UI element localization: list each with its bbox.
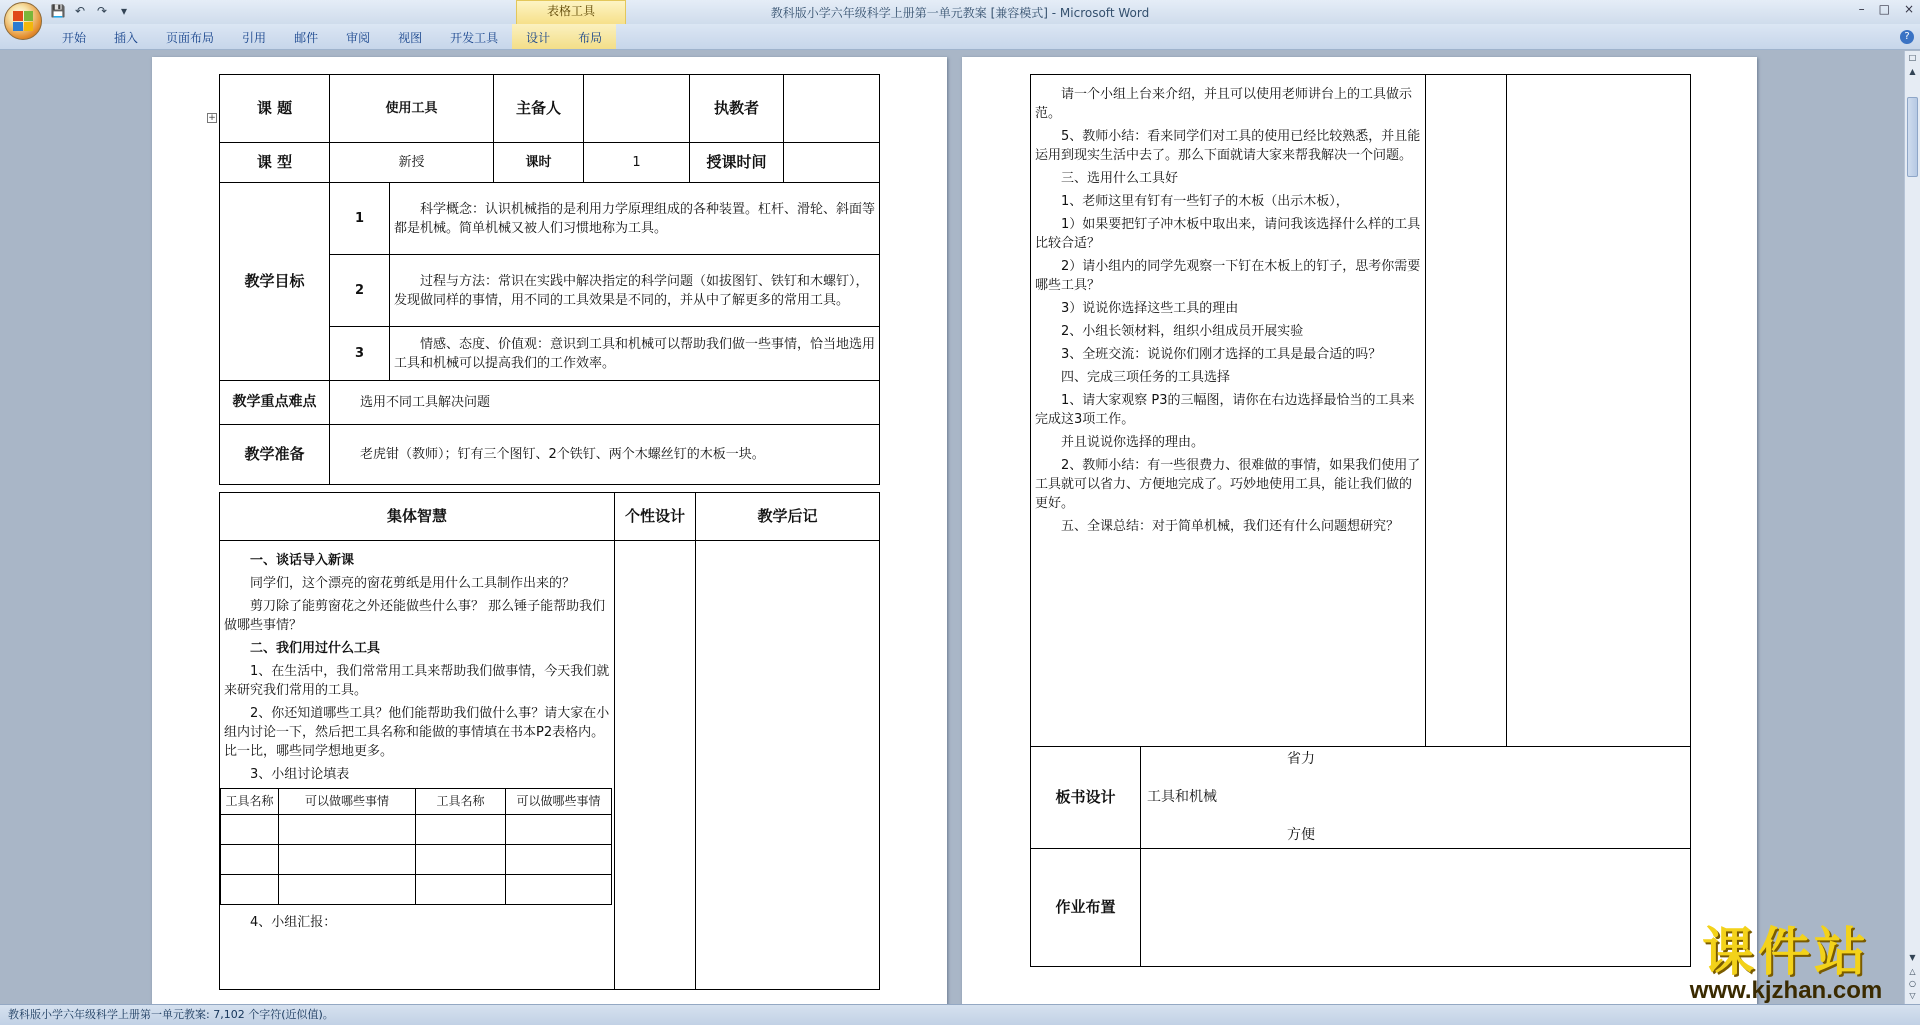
table-tools-context-tab: 表格工具: [516, 0, 626, 24]
board-content[interactable]: [1141, 747, 1691, 849]
tab-developer[interactable]: 开发工具: [450, 31, 499, 45]
teaching-process-table-continued: [1030, 74, 1691, 747]
redo-icon[interactable]: ↷: [96, 4, 108, 18]
watermark-logo: [1670, 922, 1902, 1004]
inner-header: 工具名称: [221, 789, 279, 815]
board-middle: 工具和机械: [1147, 789, 1217, 805]
body-paragraph: 3、小组讨论填表: [250, 767, 350, 782]
body-paragraph: 并且说说你选择的理由。: [1061, 435, 1205, 450]
goal-number: 3: [330, 327, 390, 381]
office-button[interactable]: [4, 2, 42, 40]
document-page-1: [152, 57, 947, 1004]
status-bar: [0, 1004, 1920, 1025]
undo-icon[interactable]: ↶: [74, 4, 86, 18]
collective-content-continued[interactable]: [1031, 75, 1426, 747]
tab-design[interactable]: 设计: [512, 24, 564, 49]
inner-cell[interactable]: [221, 875, 279, 905]
goal-text[interactable]: [390, 183, 880, 255]
inner-cell[interactable]: [221, 845, 279, 875]
inner-cell[interactable]: [279, 845, 416, 875]
board-bottom: 方便: [1287, 827, 1315, 843]
body-paragraph: 1、老师这里有钉有一些钉子的木板（出示木板），: [1061, 194, 1349, 209]
body-paragraph: 剪刀除了能剪窗花之外还能做些什么事？ 那么锤子能帮助我们做哪些事情？: [224, 599, 606, 633]
window-controls: [1859, 2, 1914, 16]
time-label: 授课时间: [690, 143, 784, 183]
inner-cell[interactable]: [279, 815, 416, 845]
topic-value[interactable]: 使用工具: [330, 75, 494, 143]
body-paragraph: 1）如果要把钉子冲木板中取出来，请问我该选择什么样的工具比较合适？: [1035, 217, 1421, 251]
scroll-up-icon[interactable]: ▲: [1909, 67, 1916, 76]
board-top: 省力: [1287, 751, 1315, 767]
goal-text[interactable]: [390, 327, 880, 381]
body-paragraph: 3）说说你选择这些工具的理由: [1061, 301, 1239, 316]
save-icon[interactable]: 💾: [50, 4, 66, 18]
body-paragraph: 五、全课总结：对于简单机械，我们还有什么问题想研究？: [1061, 519, 1400, 534]
board-homework-table: [1030, 746, 1691, 967]
tab-view[interactable]: 视图: [398, 31, 423, 45]
body-paragraph: 1、请大家观察 P3的三幅图，请你在右边选择最恰当的工具来完成这3项工作。: [1035, 393, 1415, 427]
personal-header: 个性设计: [615, 493, 696, 541]
previous-page-icon[interactable]: △: [1909, 967, 1916, 976]
homework-value[interactable]: [1141, 849, 1691, 967]
postscript-content[interactable]: [696, 541, 880, 990]
personal-content[interactable]: [615, 541, 696, 990]
body-paragraph: 5、教师小结：看来同学们对工具的使用已经比较熟悉，并且能运用到现实生活中去了。那么下面就请大家来帮我解决一个问题。: [1035, 129, 1421, 163]
inner-cell[interactable]: [506, 845, 612, 875]
document-page-2: [962, 57, 1757, 1004]
prep-text: 老虎钳（教师）；钉有三个图钉、2个铁钉、两个木螺丝钉的木板一块。: [360, 447, 765, 462]
lead-value[interactable]: [584, 75, 690, 143]
inner-cell[interactable]: [506, 875, 612, 905]
body-paragraph: 请一个小组上台来介绍，并且可以使用老师讲台上的工具做示范。: [1035, 87, 1413, 121]
select-browse-object-icon[interactable]: ○: [1909, 979, 1916, 988]
goal-text-3: 情感、态度、价值观：意识到工具和机械可以帮助我们做一些事情，恰当地选用工具和机械可以提高我们的工作效率。: [394, 336, 876, 371]
body-paragraph: 4、小组汇报：: [250, 915, 337, 930]
collective-header: 集体智慧: [220, 493, 615, 541]
goal-text-2: 过程与方法：常识在实践中解决指定的科学问题（如拔图钉、铁钉和木螺钉），发现做同样的事情，用不同的工具效果是不同的，并从中了解更多的常用工具。: [394, 273, 869, 308]
key-points-text: 选用不同工具解决问题: [360, 395, 491, 410]
goal-number: 1: [330, 183, 390, 255]
key-points-label: 教学重点难点: [220, 381, 330, 425]
tab-references[interactable]: 引用: [242, 31, 267, 45]
postscript-content-continued[interactable]: [1507, 75, 1691, 747]
body-paragraph: 同学们，这个漂亮的窗花剪纸是用什么工具制作出来的？: [250, 576, 576, 591]
body-paragraph: 2）请小组内的同学先观察一下钉在木板上的钉子，思考你需要哪些工具？: [1035, 259, 1421, 293]
body-paragraph: 二、我们用过什么工具: [250, 641, 381, 656]
next-page-icon[interactable]: ▽: [1909, 991, 1916, 1000]
lead-label: 主备人: [494, 75, 584, 143]
watermark-url: www.kjzhan.com: [1689, 977, 1883, 1004]
inner-header: 可以做哪些事情: [279, 789, 416, 815]
close-button[interactable]: ×: [1903, 2, 1914, 16]
body-paragraph: 三、选用什么工具好: [1061, 171, 1179, 186]
type-value[interactable]: 新授: [330, 143, 494, 183]
body-paragraph: 3、全班交流：说说你们刚才选择的工具是最合适的吗？: [1061, 347, 1382, 362]
topic-label: 课 题: [220, 75, 330, 143]
help-icon[interactable]: ?: [1900, 30, 1914, 44]
tool-discussion-table: [220, 788, 612, 905]
minimize-button[interactable]: –: [1858, 2, 1865, 16]
key-points-value[interactable]: [330, 381, 880, 425]
tab-review[interactable]: 审阅: [346, 31, 371, 45]
inner-cell[interactable]: [221, 815, 279, 845]
lesson-plan-table: [219, 74, 880, 485]
collective-content[interactable]: [220, 541, 615, 990]
title-bar: [0, 0, 1920, 24]
goal-number: 2: [330, 255, 390, 327]
ribbon-tabs: [0, 24, 1920, 50]
body-paragraph: 2、你还知道哪些工具？他们能帮助我们做什么事？请大家在小组内讨论一下，然后把工具名称和能做的事情填在书本P2表格内。比一比，哪些同学想地更多。: [224, 706, 610, 759]
board-label: 板书设计: [1031, 747, 1141, 849]
watermark-title: 课件站: [1701, 922, 1870, 983]
body-paragraph: 2、教师小结：有一些很费力、很难做的事情，如果我们使用了工具就可以省力、方便地完成了。巧妙地使用工具，能让我们做的更好。: [1035, 458, 1421, 511]
scrollbar-thumb[interactable]: [1907, 97, 1918, 177]
inner-cell[interactable]: [279, 875, 416, 905]
tab-home[interactable]: 开始: [62, 31, 87, 45]
table-move-handle-icon[interactable]: +: [208, 113, 216, 123]
type-label: 课 型: [220, 143, 330, 183]
tab-mailings[interactable]: 邮件: [294, 31, 319, 45]
period-value[interactable]: 1: [584, 143, 690, 183]
body-paragraph: 2、小组长领材料，组织小组成员开展实验: [1061, 324, 1304, 339]
document-workspace: [0, 51, 1904, 1004]
prep-value[interactable]: [330, 425, 880, 485]
goal-text[interactable]: [390, 255, 880, 327]
prep-label: 教学准备: [220, 425, 330, 485]
goals-label: 教学目标: [220, 183, 330, 381]
time-value[interactable]: [784, 143, 880, 183]
period-label: 课时: [494, 143, 584, 183]
tab-insert[interactable]: 插入: [114, 31, 139, 45]
ruler-toggle-icon[interactable]: □: [1908, 53, 1917, 62]
teaching-process-table: [219, 492, 880, 990]
window-title: 教科版小学六年级科学上册第一单元教案 [兼容模式] - Microsoft Word: [770, 6, 1150, 20]
goal-text-1: 科学概念：认识机械指的是利用力学原理组成的各种装置。杠杆、滑轮、斜面等都是机械。简单机械又被人们习惯地称为工具。: [394, 201, 876, 236]
inner-cell[interactable]: [416, 875, 506, 905]
personal-content-continued[interactable]: [1426, 75, 1507, 747]
homework-label: 作业布置: [1031, 849, 1141, 967]
inner-header: 可以做哪些事情: [506, 789, 612, 815]
teacher-value[interactable]: [784, 75, 880, 143]
inner-cell[interactable]: [416, 845, 506, 875]
office-logo-icon: [13, 11, 33, 31]
inner-header: 工具名称: [416, 789, 506, 815]
tab-page-layout[interactable]: 页面布局: [166, 31, 215, 45]
teacher-label: 执教者: [690, 75, 784, 143]
vertical-scrollbar[interactable]: [1904, 51, 1920, 1004]
status-text: 教科版小学六年级科学上册第一单元教案: 7,102 个字符(近似值)。: [8, 1008, 334, 1021]
postscript-header: 教学后记: [696, 493, 880, 541]
tab-layout[interactable]: 布局: [564, 24, 616, 49]
inner-cell[interactable]: [506, 815, 612, 845]
maximize-button[interactable]: □: [1878, 2, 1890, 16]
body-paragraph: 1、在生活中，我们常常用工具来帮助我们做事情，今天我们就来研究我们常用的工具。: [224, 664, 610, 698]
scroll-down-icon[interactable]: ▼: [1909, 953, 1916, 962]
inner-cell[interactable]: [416, 815, 506, 845]
customize-qat-icon[interactable]: ▾: [120, 4, 128, 18]
body-paragraph: 四、完成三项任务的工具选择: [1061, 370, 1231, 385]
body-paragraph: 一、谈话导入新课: [250, 553, 355, 568]
